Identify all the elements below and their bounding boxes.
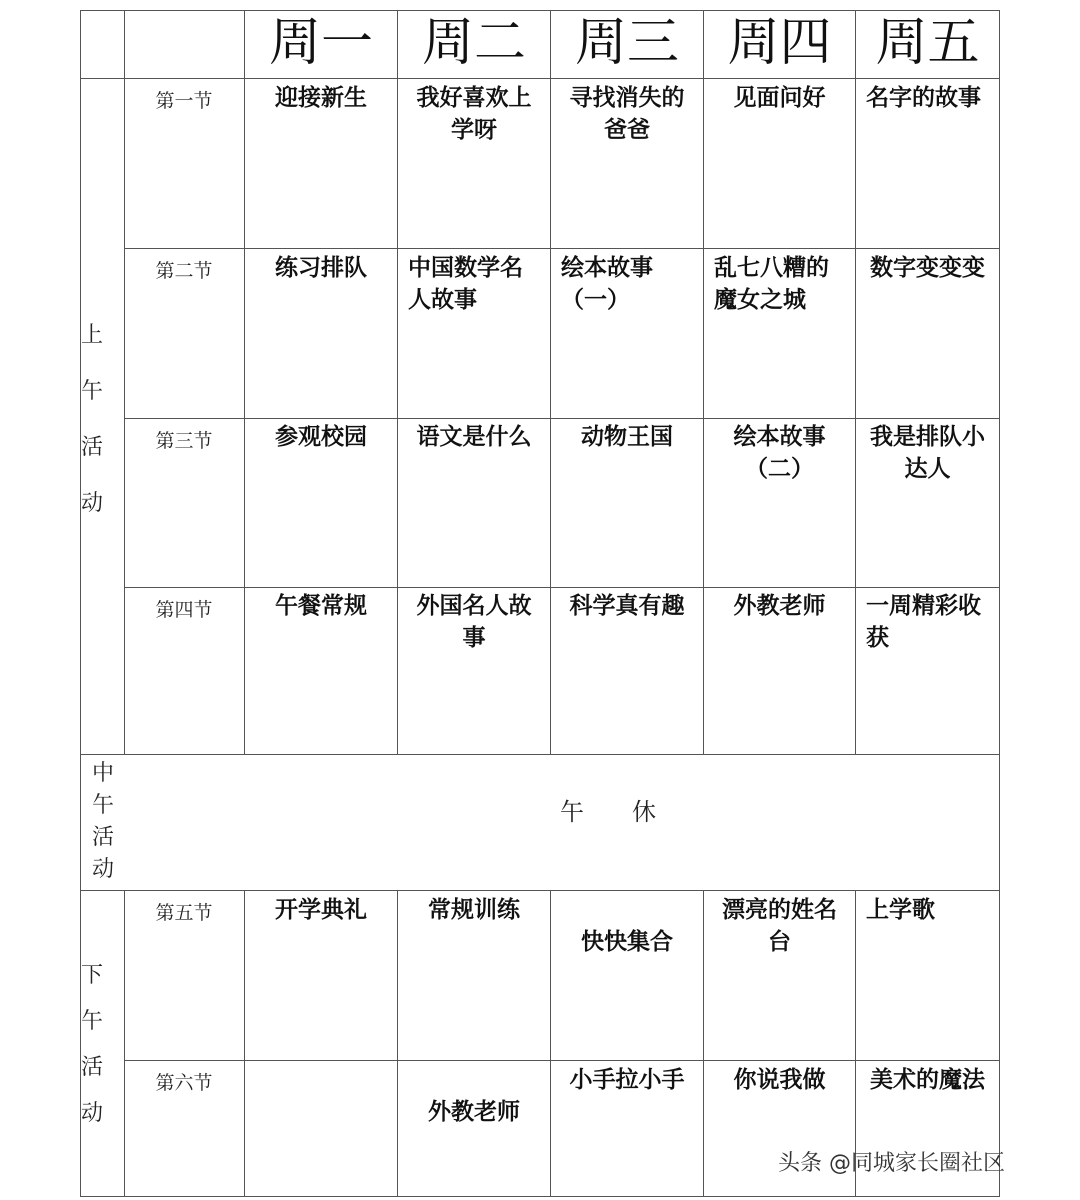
noon-rest: 午 休 <box>560 798 656 826</box>
day-header-mon: 周一 <box>268 13 373 73</box>
period-label: 第三节 <box>155 430 213 452</box>
period-label: 第一节 <box>155 90 213 112</box>
period-label: 第四节 <box>155 599 213 621</box>
lesson-cell: 乱七八糟的魔女之城 <box>714 255 829 313</box>
lesson-cell: 我好喜欢上学呀 <box>416 85 532 143</box>
lesson-cell: 午餐常规 <box>275 593 367 619</box>
lesson-cell: 练习排队 <box>275 255 367 281</box>
lesson-cell: 见面问好 <box>733 85 826 111</box>
lesson-cell: 语文是什么 <box>416 424 532 450</box>
day-header-thu: 周四 <box>727 13 832 73</box>
watermark: 头条 @同城家长圈社区 <box>778 1151 1005 1176</box>
lesson-cell: 迎接新生 <box>275 85 367 111</box>
lesson-cell: 一周精彩收获 <box>866 593 981 651</box>
lesson-cell: 外教老师 <box>733 593 826 619</box>
lesson-cell: 漂亮的姓名台 <box>722 897 837 955</box>
lesson-cell: 参观校园 <box>275 424 367 450</box>
lesson-cell: 美术的魔法 <box>870 1067 985 1093</box>
noon-label: 中 午 活 动 <box>91 761 114 882</box>
day-header-wed: 周三 <box>574 13 679 73</box>
day-header-fri: 周五 <box>875 13 980 73</box>
lesson-cell: 上学歌 <box>866 897 935 923</box>
lesson-cell: 外教老师 <box>428 1099 520 1125</box>
period-label: 第六节 <box>155 1072 213 1094</box>
lesson-cell: 动物王国 <box>581 424 673 450</box>
afternoon-label: 下 午 活 动 <box>80 963 103 1126</box>
lesson-cell: 名字的故事 <box>866 85 981 111</box>
period-label: 第二节 <box>155 260 213 282</box>
period-label: 第五节 <box>155 902 213 924</box>
lesson-cell: 我是排队小达人 <box>870 424 985 482</box>
morning-label: 上 午 活 动 <box>80 323 103 516</box>
lesson-cell: 绘本故事（二） <box>733 424 826 482</box>
lesson-cell: 绘本故事（一） <box>561 255 653 313</box>
lesson-cell: 外国名人故事 <box>416 593 532 651</box>
lesson-cell: 你说我做 <box>733 1067 826 1093</box>
lesson-cell: 寻找消失的爸爸 <box>569 85 685 143</box>
lesson-cell: 常规训练 <box>428 897 520 923</box>
lesson-cell: 科学真有趣 <box>569 593 685 619</box>
lesson-cell: 数字变变变 <box>870 255 985 281</box>
day-header-tue: 周二 <box>421 13 526 73</box>
lesson-cell: 快快集合 <box>581 929 673 955</box>
lesson-cell: 中国数学名人故事 <box>408 255 523 313</box>
lesson-cell: 开学典礼 <box>275 897 367 923</box>
lesson-cell: 小手拉小手 <box>569 1067 685 1093</box>
